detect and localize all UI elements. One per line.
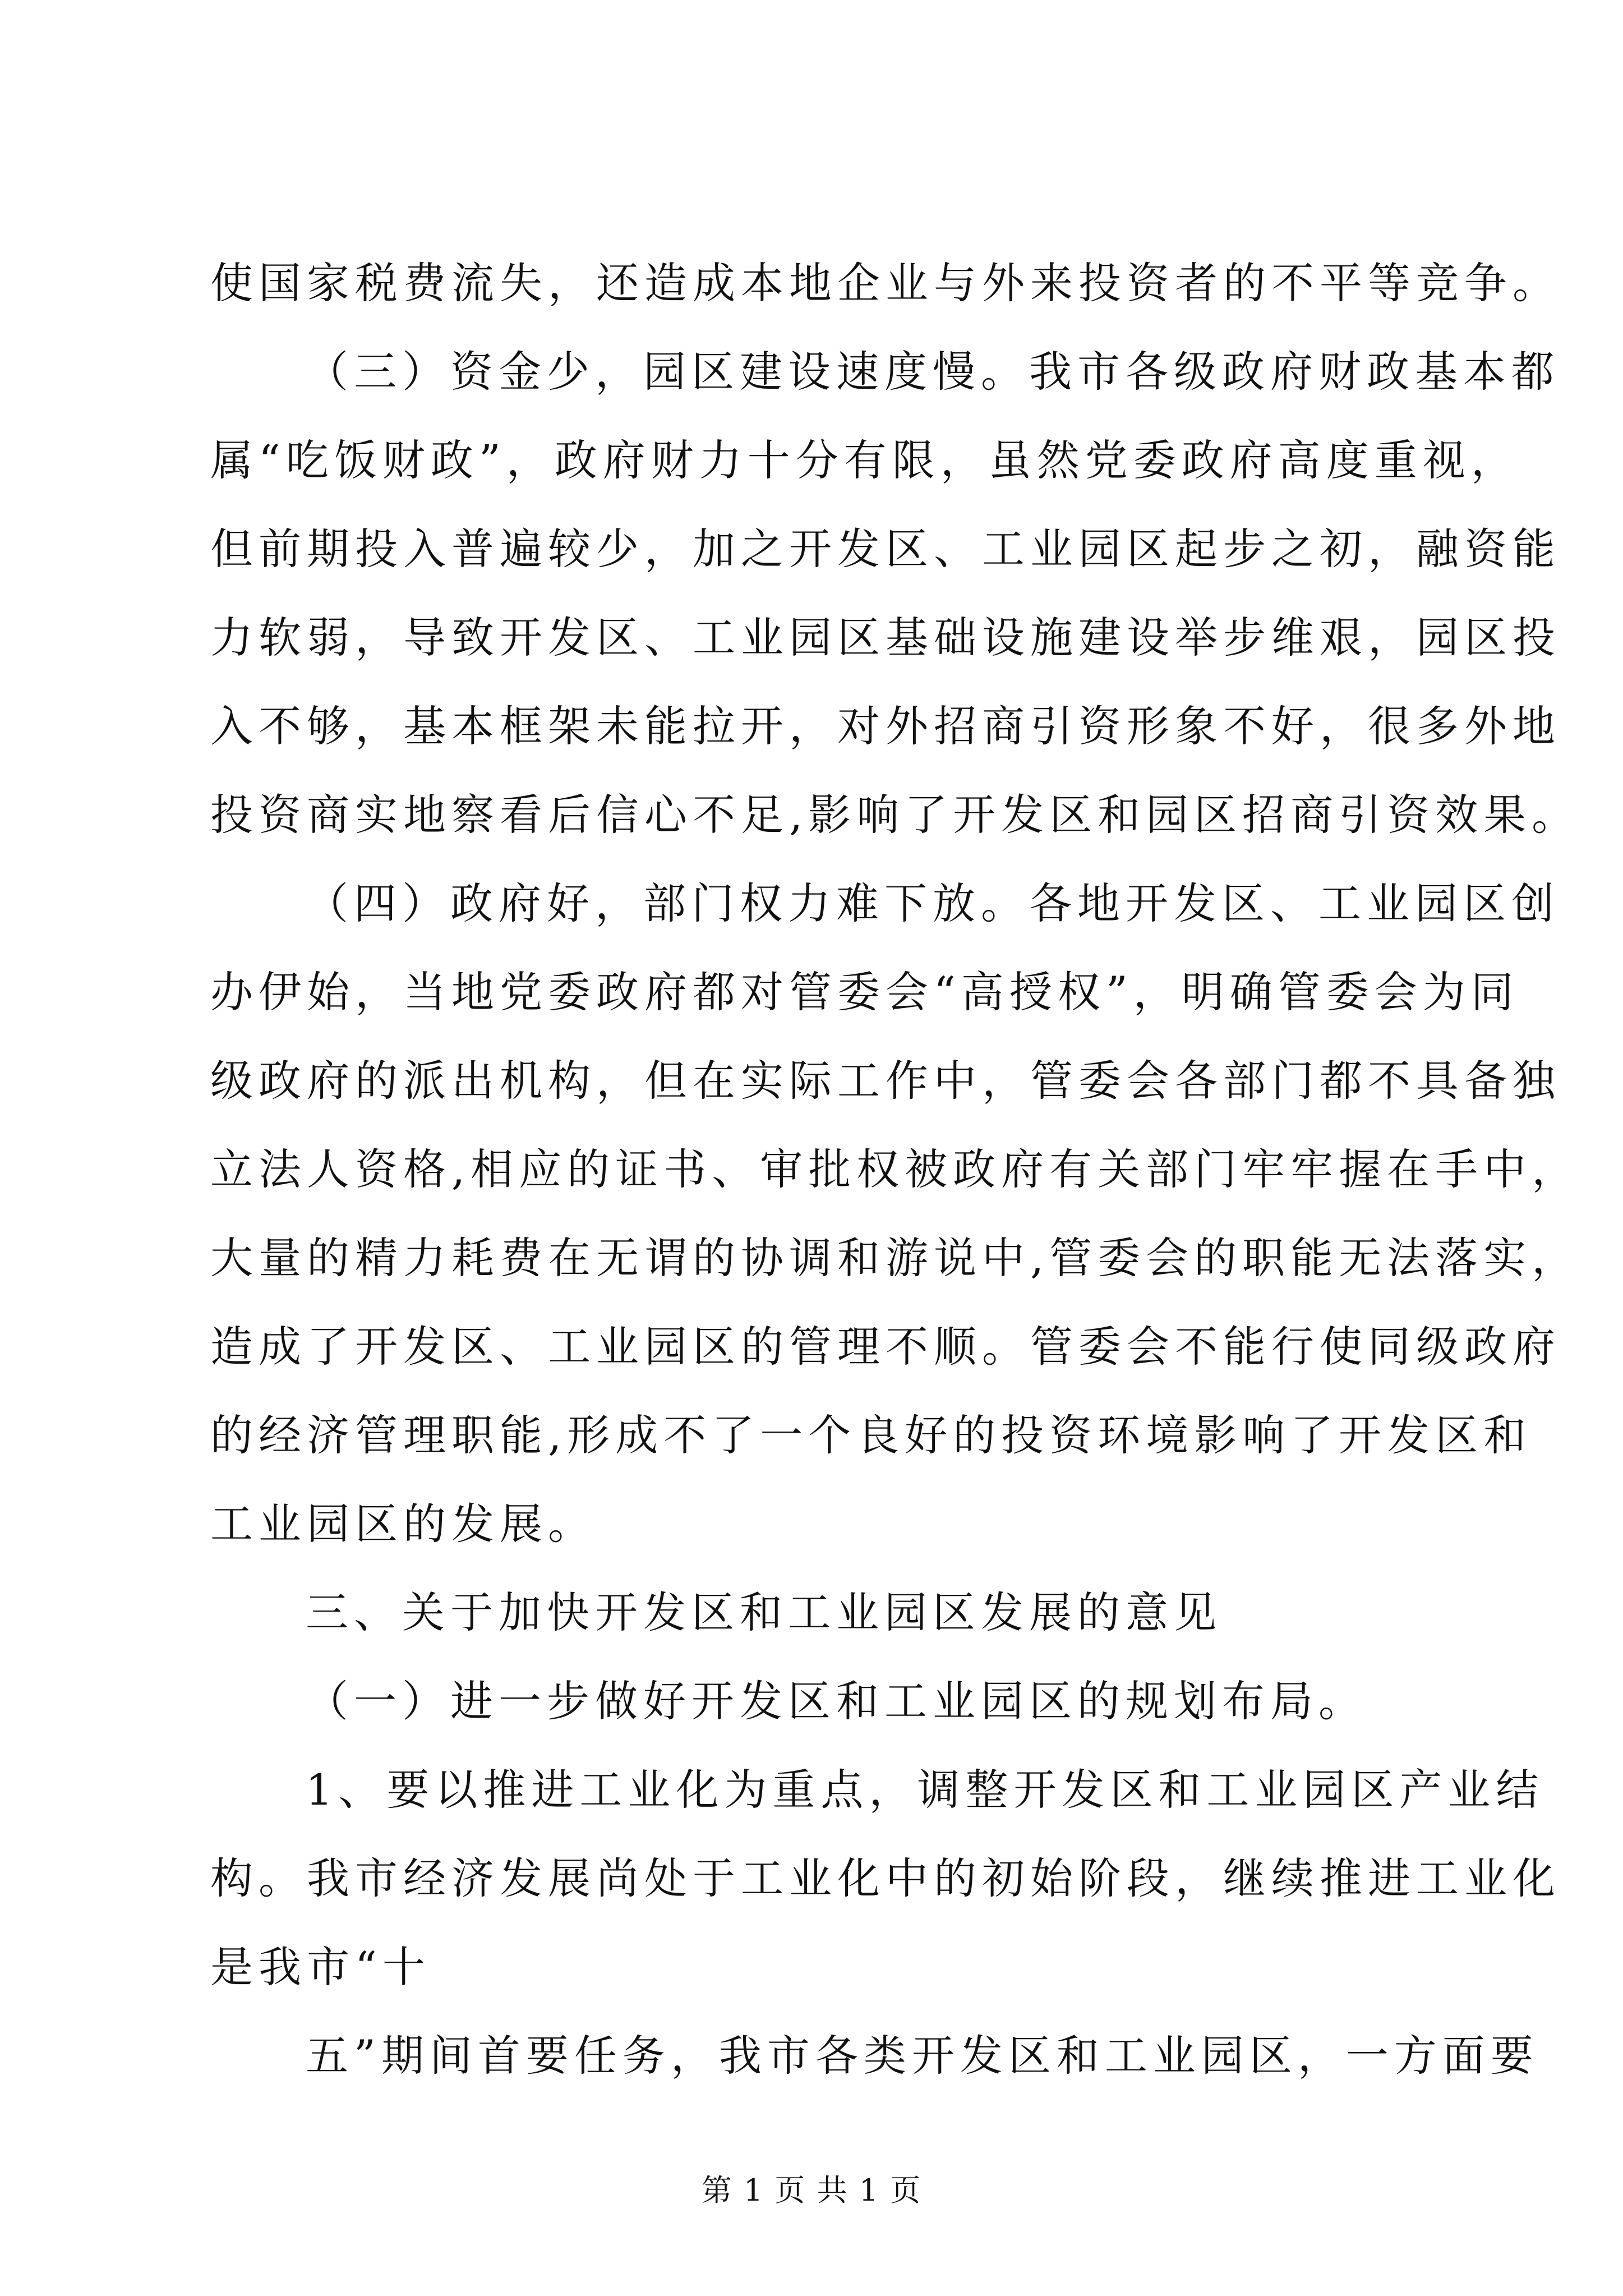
page-number-footer: 第 1 页 共 1 页	[701, 2173, 922, 2208]
text-line: （四）政府好，部门权力难下放。各地开发区、工业园区创	[306, 878, 1560, 928]
text-line: 的经济管理职能,形成不了一个良好的投资环境影响了开发区和	[210, 1410, 1532, 1460]
text-line: 但前期投入普遍较少，加之开发区、工业园区起步之初，融资能	[210, 524, 1561, 574]
text-line: 使国家税费流失，还造成本地企业与外来投资者的不平等竞争。	[210, 258, 1561, 308]
text-line: 办伊始，当地党委政府都对管委会“高授权”，明确管委会为同	[210, 967, 1519, 1017]
text-line: 属“吃饭财政”，政府财力十分有限，虽然党委政府高度重视，	[210, 435, 1519, 485]
text-line: 构。我市经济发展尚处于工业化中的初始阶段，继续推进工业化	[210, 1853, 1561, 1903]
text-line: 力软弱，导致开发区、工业园区基础设施建设举步维艰，园区投	[210, 613, 1561, 662]
subsection-heading: （一）进一步做好开发区和工业园区的规划布局。	[306, 1676, 1367, 1726]
section-heading: 三、关于加快开发区和工业园区发展的意见	[306, 1588, 1222, 1637]
text-line: （三）资金少，园区建设速度慢。我市各级政府财政基本都	[306, 347, 1560, 397]
text-line: 大量的精力耗费在无谓的协调和游说中,管委会的职能无法落实，	[210, 1233, 1580, 1283]
text-line: 立法人资格,相应的证书、审批权被政府有关部门牢牢握在手中，	[210, 1144, 1580, 1194]
text-line: 投资商实地察看后信心不足,影响了开发区和园区招商引资效果。	[210, 790, 1580, 840]
text-line: 造成了开发区、工业园区的管理不顺。管委会不能行使同级政府	[210, 1322, 1561, 1372]
text-line: 1、要以推进工业化为重点，调整开发区和工业园区产业结	[306, 1765, 1544, 1815]
text-line: 五”期间首要任务，我市各类开发区和工业园区，一方面要	[306, 2031, 1539, 2081]
text-line: 入不够，基本框架未能拉开，对外招商引资形象不好，很多外地	[210, 701, 1561, 751]
text-line: 是我市“十	[210, 1942, 431, 1992]
text-line: 级政府的派出机构，但在实际工作中，管委会各部门都不具备独	[210, 1056, 1561, 1106]
text-line: 工业园区的发展。	[210, 1499, 596, 1549]
